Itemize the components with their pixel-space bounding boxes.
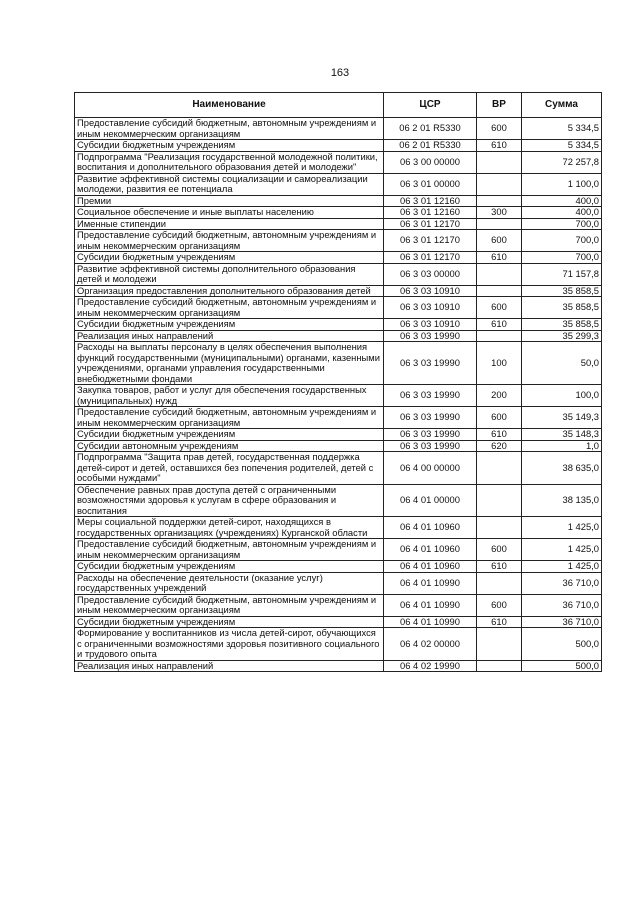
vr-cell: 610 xyxy=(477,561,522,573)
table-row xyxy=(75,330,602,342)
table-row xyxy=(75,517,602,539)
vr-cell: 600 xyxy=(477,297,522,319)
sum-cell: 35 149,3 xyxy=(522,407,602,429)
table-row xyxy=(75,297,602,319)
header-vr: ВР xyxy=(477,93,522,118)
vr-cell xyxy=(477,218,522,230)
csr-cell: 06 4 02 00000 xyxy=(384,628,477,661)
budget-table xyxy=(74,92,602,672)
csr-cell: 06 4 01 10990 xyxy=(384,572,477,594)
name-cell: Предоставление субсидий бюджетным, автономным учреждениям и иным некоммерческим организациям xyxy=(75,539,384,561)
sum-cell: 36 710,0 xyxy=(522,616,602,628)
csr-cell: 06 2 01 R5330 xyxy=(384,140,477,152)
vr-cell xyxy=(477,572,522,594)
csr-cell: 06 3 01 12170 xyxy=(384,252,477,264)
csr-cell: 06 3 03 19990 xyxy=(384,407,477,429)
csr-cell: 06 4 00 00000 xyxy=(384,452,477,485)
table-row xyxy=(75,230,602,252)
vr-cell: 620 xyxy=(477,440,522,452)
sum-cell: 1 100,0 xyxy=(522,173,602,195)
vr-cell xyxy=(477,517,522,539)
csr-cell: 06 4 01 10960 xyxy=(384,517,477,539)
sum-cell: 1 425,0 xyxy=(522,539,602,561)
sum-cell: 38 635,0 xyxy=(522,452,602,485)
vr-cell: 600 xyxy=(477,407,522,429)
csr-cell: 06 2 01 R5330 xyxy=(384,118,477,140)
vr-cell: 100 xyxy=(477,342,522,385)
sum-cell: 5 334,5 xyxy=(522,118,602,140)
vr-cell xyxy=(477,452,522,485)
table-row xyxy=(75,140,602,152)
name-cell: Социальное обеспечение и иные выплаты населению xyxy=(75,207,384,219)
header-sum: Сумма xyxy=(522,93,602,118)
name-cell: Субсидии бюджетным учреждениям xyxy=(75,252,384,264)
name-cell: Предоставление субсидий бюджетным, автономным учреждениям и иным некоммерческим организациям xyxy=(75,118,384,140)
name-cell: Реализация иных направлений xyxy=(75,330,384,342)
name-cell: Предоставление субсидий бюджетным, автономным учреждениям и иным некоммерческим организациям xyxy=(75,594,384,616)
table-row xyxy=(75,195,602,207)
name-cell: Обеспечение равных прав доступа детей с ограниченными возможностями здоровья к услугам в сфере образования и воспитания xyxy=(75,484,384,517)
table-body xyxy=(75,118,602,672)
vr-cell xyxy=(477,173,522,195)
csr-cell: 06 4 01 10990 xyxy=(384,594,477,616)
csr-cell: 06 4 01 00000 xyxy=(384,484,477,517)
table-row xyxy=(75,452,602,485)
csr-cell: 06 3 01 12160 xyxy=(384,195,477,207)
table-row xyxy=(75,218,602,230)
csr-cell: 06 3 01 12170 xyxy=(384,218,477,230)
name-cell: Расходы на выплаты персоналу в целях обеспечения выполнения функций государственными (муниципальными) органами, казенными учреждениями, органами управления государственными внебюджетными фондами xyxy=(75,342,384,385)
table-row xyxy=(75,319,602,331)
table-row xyxy=(75,263,602,285)
vr-cell: 610 xyxy=(477,429,522,441)
vr-cell: 600 xyxy=(477,230,522,252)
sum-cell: 35 299,3 xyxy=(522,330,602,342)
vr-cell: 600 xyxy=(477,594,522,616)
table-row xyxy=(75,285,602,297)
csr-cell: 06 3 00 00000 xyxy=(384,151,477,173)
table-row xyxy=(75,594,602,616)
sum-cell: 50,0 xyxy=(522,342,602,385)
name-cell: Предоставление субсидий бюджетным, автономным учреждениям и иным некоммерческим организациям xyxy=(75,407,384,429)
csr-cell: 06 3 03 19990 xyxy=(384,330,477,342)
sum-cell: 35 858,5 xyxy=(522,285,602,297)
name-cell: Подпрограмма "Защита прав детей, государственная поддержка детей-сирот и детей, оставшихся без попечения родителей, детей с особыми нуждами" xyxy=(75,452,384,485)
table-row xyxy=(75,151,602,173)
csr-cell: 06 3 03 10910 xyxy=(384,297,477,319)
sum-cell: 700,0 xyxy=(522,218,602,230)
csr-cell: 06 3 03 19990 xyxy=(384,385,477,407)
vr-cell: 200 xyxy=(477,385,522,407)
vr-cell xyxy=(477,628,522,661)
sum-cell: 100,0 xyxy=(522,385,602,407)
name-cell: Субсидии бюджетным учреждениям xyxy=(75,140,384,152)
name-cell: Развитие эффективной системы дополнительного образования детей и молодежи xyxy=(75,263,384,285)
sum-cell: 5 334,5 xyxy=(522,140,602,152)
csr-cell: 06 3 03 10910 xyxy=(384,285,477,297)
vr-cell: 610 xyxy=(477,319,522,331)
sum-cell: 400,0 xyxy=(522,195,602,207)
vr-cell: 600 xyxy=(477,118,522,140)
table-row xyxy=(75,342,602,385)
table-row xyxy=(75,173,602,195)
name-cell: Субсидии бюджетным учреждениям xyxy=(75,561,384,573)
sum-cell: 1,0 xyxy=(522,440,602,452)
table-row xyxy=(75,429,602,441)
csr-cell: 06 4 01 10960 xyxy=(384,561,477,573)
table-row xyxy=(75,385,602,407)
table-row xyxy=(75,628,602,661)
sum-cell: 36 710,0 xyxy=(522,594,602,616)
table-row xyxy=(75,572,602,594)
sum-cell: 700,0 xyxy=(522,230,602,252)
table-row xyxy=(75,440,602,452)
csr-cell: 06 3 01 12170 xyxy=(384,230,477,252)
table-row xyxy=(75,407,602,429)
table-row xyxy=(75,252,602,264)
sum-cell: 35 148,3 xyxy=(522,429,602,441)
vr-cell xyxy=(477,285,522,297)
header-csr: ЦСР xyxy=(384,93,477,118)
vr-cell xyxy=(477,263,522,285)
name-cell: Меры социальной поддержки детей-сирот, находящихся в государственных организациях (учреждениях) Курганской области xyxy=(75,517,384,539)
table-row xyxy=(75,484,602,517)
vr-cell xyxy=(477,484,522,517)
name-cell: Именные стипендии xyxy=(75,218,384,230)
csr-cell: 06 3 03 19990 xyxy=(384,429,477,441)
name-cell: Премии xyxy=(75,195,384,207)
table-row xyxy=(75,118,602,140)
header-name: Наименование xyxy=(75,93,384,118)
table-row xyxy=(75,660,602,672)
sum-cell: 38 135,0 xyxy=(522,484,602,517)
name-cell: Расходы на обеспечение деятельности (оказание услуг) государственных учреждений xyxy=(75,572,384,594)
csr-cell: 06 4 01 10960 xyxy=(384,539,477,561)
csr-cell: 06 4 01 10990 xyxy=(384,616,477,628)
csr-cell: 06 3 03 10910 xyxy=(384,319,477,331)
csr-cell: 06 3 03 00000 xyxy=(384,263,477,285)
name-cell: Субсидии бюджетным учреждениям xyxy=(75,616,384,628)
name-cell: Организация предоставления дополнительного образования детей xyxy=(75,285,384,297)
table-row xyxy=(75,561,602,573)
vr-cell: 600 xyxy=(477,539,522,561)
name-cell: Субсидии автономным учреждениям xyxy=(75,440,384,452)
sum-cell: 36 710,0 xyxy=(522,572,602,594)
vr-cell xyxy=(477,330,522,342)
sum-cell: 400,0 xyxy=(522,207,602,219)
vr-cell: 610 xyxy=(477,616,522,628)
page-number: 163 xyxy=(330,67,350,79)
csr-cell: 06 3 03 19990 xyxy=(384,440,477,452)
name-cell: Реализация иных направлений xyxy=(75,660,384,672)
name-cell: Закупка товаров, работ и услуг для обеспечения государственных (муниципальных) нужд xyxy=(75,385,384,407)
vr-cell xyxy=(477,195,522,207)
vr-cell: 610 xyxy=(477,140,522,152)
sum-cell: 35 858,5 xyxy=(522,319,602,331)
vr-cell xyxy=(477,660,522,672)
table-header-row xyxy=(75,93,602,118)
name-cell: Развитие эффективной системы социализации и самореализации молодежи, развития ее потенциала xyxy=(75,173,384,195)
name-cell: Подпрограмма "Реализация государственной молодежной политики, воспитания и дополнительного образования детей и молодежи" xyxy=(75,151,384,173)
vr-cell xyxy=(477,151,522,173)
name-cell: Предоставление субсидий бюджетным, автономным учреждениям и иным некоммерческим организациям xyxy=(75,230,384,252)
sum-cell: 500,0 xyxy=(522,660,602,672)
name-cell: Предоставление субсидий бюджетным, автономным учреждениям и иным некоммерческим организациям xyxy=(75,297,384,319)
name-cell: Субсидии бюджетным учреждениям xyxy=(75,319,384,331)
sum-cell: 500,0 xyxy=(522,628,602,661)
csr-cell: 06 3 03 19990 xyxy=(384,342,477,385)
name-cell: Субсидии бюджетным учреждениям xyxy=(75,429,384,441)
sum-cell: 1 425,0 xyxy=(522,561,602,573)
csr-cell: 06 3 01 00000 xyxy=(384,173,477,195)
vr-cell: 300 xyxy=(477,207,522,219)
csr-cell: 06 4 02 19990 xyxy=(384,660,477,672)
sum-cell: 700,0 xyxy=(522,252,602,264)
table-row xyxy=(75,539,602,561)
table-row xyxy=(75,207,602,219)
sum-cell: 72 257,8 xyxy=(522,151,602,173)
sum-cell: 1 425,0 xyxy=(522,517,602,539)
table-row xyxy=(75,616,602,628)
sum-cell: 71 157,8 xyxy=(522,263,602,285)
vr-cell: 610 xyxy=(477,252,522,264)
csr-cell: 06 3 01 12160 xyxy=(384,207,477,219)
sum-cell: 35 858,5 xyxy=(522,297,602,319)
name-cell: Формирование у воспитанников из числа детей-сирот, обучающихся с ограниченными возможностями здоровья позитивного социального и трудового опыта xyxy=(75,628,384,661)
